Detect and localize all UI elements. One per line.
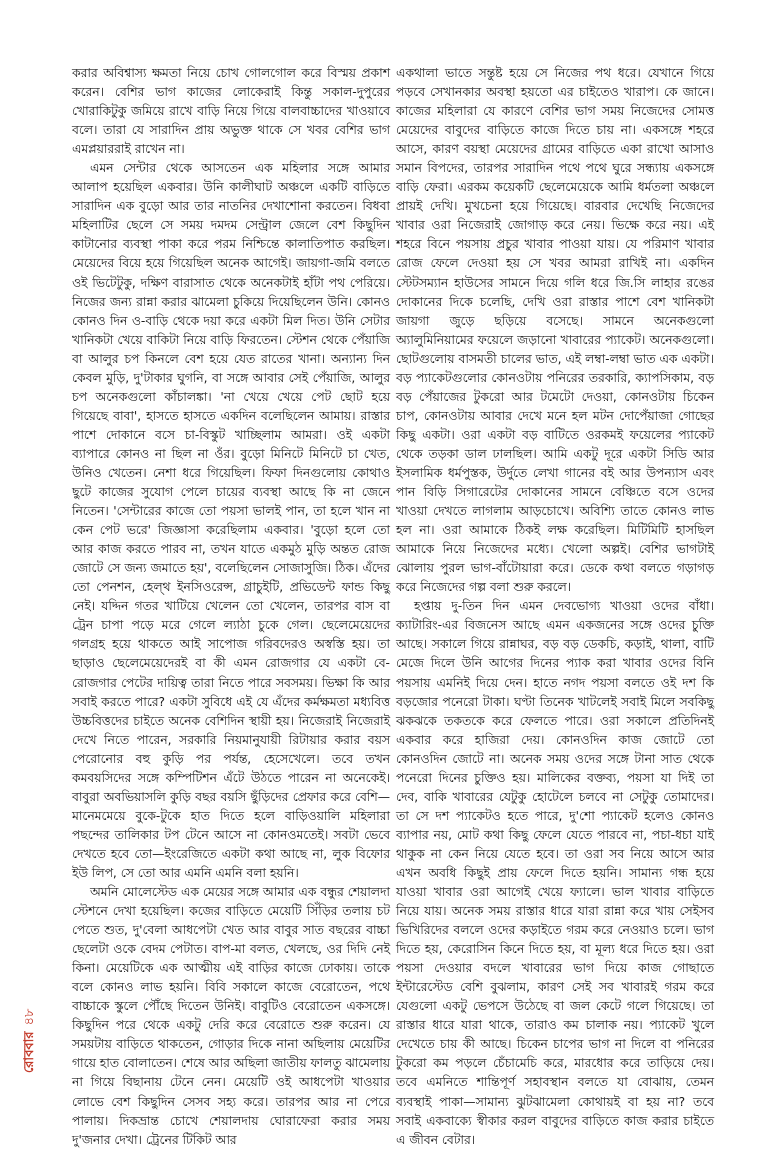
page-number: ৪৮ bbox=[22, 1008, 37, 1026]
sidebar-label bbox=[20, 1009, 41, 1073]
left-column bbox=[72, 64, 390, 1147]
right-paragraph-2: হপ্তায় দু-তিন দিন এমন দেবভোগ্য খাওয়া ওদের বাঁধা। ক্যাটারিং-এর বিজনেস আছে এমন একজনের সঙ্গে ওদের চুক্তি আছে। সকালে গিয়ে রান্নাঘর, বড় বড় ডেকচি, কড়াই, থালা, বাটি মেজে দিলে উনি আগের দিনের প্যাক করা খাবার ওদের বিনি পয়সায় এমনিই দিয়ে দেন। হাতে নগদ পয়সা বলতে ওই দশ কি বড়জোর পনেরো টাকা। ঘণ্টা তিনেক খাটলেই সবাই মিলে সবকিছু ঝকঝকে তকতকে করে ফেলতে পারে। ওরা সকালে প্রতিদিনই একবার করে হাজিরা দেয়। কোনওদিন কাজ জোটে তো কোনওদিন জোটে না। অনেক সময় ওদের সঙ্গে টানা সাত থেকে পনেরো দিনের চুক্তিও হয়। মালিকের বক্তব্য, পয়সা যা দিই তা দেব, বাকি খাবারের যেটুকু হোটেলে চলবে না সেটুকু তোমাদের। তা সে দশ প্যাকেটও হতে পারে, দু'শো প্যাকেট হলেও কোনও ব্যাপার নয়, মোট কথা কিছু ফেলে যেতে পারবে না, পচা-ধচা যাই থাকুক না কেন নিয়ে যেতে হবে। তা ওরা সব নিয়ে আসে আর এখন অবধি কিছুই প্রায় ফেলে দিতে হয়নি। সামান্য গন্ধ হয়ে যাওয়া খাবার ওরা আগেই খেয়ে ফ্যালে। ভাল খাবার বাড়িতে নিয়ে যায়। অনেক সময় রাস্তার ধারে যারা রান্না করে খায় সেইসব ভিখিরিদের বললে ওদের কড়াইতে গরম করে নেওয়াও চলে। ভাগ দিতে হয়, কেরোসিন কিনে দিতে হয়, বা মূল্য ধরে দিতে হয়। ওরা পয়সা দেওয়ার বদলে খাবারের ভাগ দিয়ে কাজ গোছাতে ইন্টারেস্টেড বেশি বুঝলাম, কারণ সেই সব খাবারই গরম করে যেগুলো একটু ভেপসে উঠেছে বা জল কেটে গলে গিয়েছে। তা রাস্তার ধারে যারা থাকে, তারাও কম চালাক নয়। প্যাকেট খুলে দেখেতে চায় কী আছে। চিকেন চাপের ভাগ না দিলে বা পনিরের টুকরো কম পড়লে চেঁচামেচি করে, মারধোর করে তাড়িয়ে দেয়। তবে এমনিতে শান্তিপূর্ণ সহাবস্থান বলতে যা বোঝায়, তেমন ব্যবস্থাই পাকা—সামান্য ঝুটঝামেলা কোথায়ই বা হয় না? তবে সবাই একবাক্যে স্বীকার করল বাবুদের বাড়িতে কাজ করার চাইতে এ জীবন বেটার। bbox=[396, 599, 715, 1147]
magazine-name: রোববার bbox=[22, 1031, 37, 1073]
right-column bbox=[396, 64, 715, 1147]
page-footer-sidebar bbox=[18, 955, 40, 1075]
right-paragraph-1: একথালা ভাতে সন্তুষ্ট হয়ে সে নিজের পথ ধরে। যেখানে গিয়ে পড়বে সেখানকার অবস্থা হয়তো এর চাইতেও খারাপ। কে জানে। কাজের মহিলারা যে কারণে বেশির ভাগ সময় নিজেদের সোমত্ত মেয়েদের বাবুদের বাড়িতে কাজে দিতে চায় না। একসঙ্গে শহরে আসে, কারণ বয়স্থা মেয়েদের গ্রামের বাড়িতে একা রাখো আসাও সমান বিপদের, তারপর সারাদিন পথে পথে ঘুরে সন্ধ্যায় একসঙ্গে বাড়ি ফেরা। এরকম কয়েকটি ছেলেমেয়েকে আমি ধর্মতলা অঞ্চলে প্রায়ই দেখি। মুখচেনা হয়ে গিয়েছে। বারবার দেখেছি নিজেদের খাবার ওরা নিজেরাই জোগাড় করে নেয়। ভিক্ষে করে নয়। এই শহরে বিনে পয়সায় প্রচুর খাবার পাওয়া যায়। যে পরিমাণ খাবার রোজ ফেলে দেওয়া হয় সে খবর আমরা রাখিই না। একদিন স্টেটসম্যান হাউসের সামনে দিয়ে গলি ধরে জি.সি লাহার রঙের দোকানের দিকে চলেছি, দেখি ওরা রাস্তার পাশে বেশ খানিকটা জায়গা জুড়ে ছড়িয়ে বসেছে। সামনে অনেকগুলো অ্যালুমিনিয়ামের ফয়েলে জড়ানো খাবারের প্যাকেট। অনেকগুলো। ছোটগুলোয় বাসমতী চালের ভাত, এই লম্বা-লম্বা ভাত এক একটা। বড় প্যাকেটগুলোর কোনওটায় পনিরের তরকারি, ক্যাপসিকাম, বড় বড় পেঁয়াজের টুকরো আর টমেটো দেওয়া, কোনওটায় চিকেন চাপ, কোনওটায় আবার দেখে মনে হল মটন দোপেঁয়াজা গোছের কিছু একটা। ওরা একটা বড় বাটিতে ওরকমই ফয়েলের প্যাকেট থেকে তড়কা ডাল ঢালছিল। আমি একটু দূরে একটা সিডি আর ইসলামিক ধর্মপুস্তক, উর্দুতে লেখা গানের বই আর উপন্যাস এবং পান বিড়ি সিগারেটের দোকানের সামনে বেঞ্চিতে বসে ওদের খাওয়া দেখতে লাগলাম আড়চোখে। অবিশ্যি তাতে কোনও লাভ হল না। ওরা আমাকে ঠিকই লক্ষ করেছিল। মিটিমিটি হাসছিল আমাকে নিয়ে নিজেদের মধ্যে। খেলো অল্পই। বেশির ভাগটাই ঝোলায় পুরল ভাগ-বাঁটোয়ারা করে। ডেকে কথা বলতে গড়াগড় করে নিজেদের গল্প বলা শুরু করলে। bbox=[396, 66, 714, 595]
left-paragraph-3: অমনি মোলেস্টেড এক মেয়ের সঙ্গে আমার এক বন্ধুর শেয়ালদা স্টেশনে দেখা হয়েছিল। কজের বাড়িতে মেয়েটি সিঁড়ির তলায় চট পেতে শুত, দু'বেলা আধপেটা খেত আর বাবুর সাত বছরের বাচ্চা ছেলেটা ওকে বেদম পেটাত। বাপ-মা বলত, খেলছে, ওর দিদি নেই কিনা। মেয়েটিকে এক আত্মীয় এই বাড়ির কাজে ঢোকায়। তাকে বলে কোনও লাভ হয়নি। বিবি সকালে কাজে বেরোতেন, পথে বাচ্চাকে স্কুলে পৌঁছে দিতেন উনিই। বাবুটিও বেরোতেন একসঙ্গে। কিছুদিন পরে থেকে একটু দেরি করে বেরোতে শুরু করেন। যে সময়টায় বাড়িতে থাকতেন, গোড়ার দিকে নানা অছিলায় মেয়েটির গায়ে হাত বোলাতেন। শেষে আর অছিলা জাতীয় ফালতু ঝামেলায় না গিয়ে বিছানায় টেনে নেন। মেয়েটি ওই আধপেটা খাওয়ার লোভে বেশ কিছুদিন সেসব সহ্য করে। তারপর আর না পেরে পালায়। দিকভ্রান্ত চোখে শেয়ালদায় ঘোরাফেরা করার সময় দু'জনার দেখা। ট্রেনের টিকিট আর bbox=[72, 885, 390, 1147]
left-paragraph-2: এমন সেন্টার থেকে আসতেন এক মহিলার সঙ্গে আমার আলাপ হয়েছিল একবার। উনি কালীঘাট অঞ্চলে একটি বাড়িতে সারাদিন এক বুড়ো আর তার নাতনির দেখাশোনা করতেন। বিধবা মহিলাটির ছেলে সে সময় দমদম সেন্ট্রাল জেলে বেশ কিছুদিন কাটানোর ব্যবস্থা পাকা করে পরম নিশ্চিন্তে কালাতিপাত করছিল। মেয়েদের বিয়ে হয়ে গিয়েছিল অনেক আগেই। জায়গা-জমি বলতে ওই ভিটেটুকু, দক্ষিণ বারাসাত থেকে অনেকটাই হাঁটা পথ পেরিয়ে। নিজের জন্য রান্না করার ঝামেলা চুকিয়ে দিয়েছিলেন উনি। কোনও কোনও দিন ও-বাড়ি থেকে দয়া করে একটা মিল দিত। উনি সেটার খানিকটা খেয়ে বাকিটা নিয়ে বাড়ি ফিরতেন। স্টেশন থেকে পেঁয়াজি বা আলুর চপ কিনলে বেশ হয়ে যেত রাতের খানা। অন্যান্য দিন কেবল মুড়ি, দু'টাকার ঘুগনি, বা সঙ্গে আবার সেই পেঁয়াজি, আলুর চপ অনেকগুলো কাঁচালঙ্কা। 'না খেয়ে খেয়ে পেট ছোট হয়ে গিয়েছে বাবা', হাসতে হাসতে একদিন বলেছিলেন আমায়। রাস্তার পাশে দোকানে বসে চা-বিস্কুট খাচ্ছিলাম আমরা। ওই একটা ব্যাপারে কোনও না ছিল না ওঁর। বুড়ো মিনিটে মিনিটে চা খেত, উনিও খেতেন। নেশা ধরে গিয়েছিল। ফিফা দিনগুলোয় কোথাও ছুটে কাজের সুযোগ পেলে চায়ের ব্যবস্থা আছে কি না জেনে নিতেন। 'সেন্টারের কাজে তো পয়সা ভালই পান, তা হলে খান না কেন পেট ভরে' জিজ্ঞাসা করেছিলাম একবার। 'বুড়ো হলে তো আর কাজ করতে পারব না, তখন যাতে একমুঠ মুড়ি অন্তত রোজ জোটে সে জন্য জমাতে হয়', বলেছিলেন সোজাসুজি। ঠিক। এঁদের তো পেনশন, হেল্থ ইনসিওরেন্স, গ্রাচুইটি, প্রভিডেন্ট ফান্ড কিছু নেই। যদ্দিন গতর খাটিয়ে খেলেন তো খেলেন, তারপর বাস বা ট্রেন চাপা পড়ে মরে গেলে ল্যাঠা চুকে গেল। ছেলেমেয়েদের গলগ্রহ হয়ে থাকতে আই সাপোজ গরিবদেরও অস্বস্তি হয়। তা ছাড়াও ছেলেমেয়েদেরই বা কী এমন রোজগার যে একটা বে-রোজগার পেটের দায়িত্ব তারা নিতে পারে সবসময়। ভিক্ষা কি আর সবাই করতে পারে? একটা সুবিধে এই যে এঁদের কর্মক্ষমতা মধ্যবিত্ত উচ্চবিত্তদের চাইতে অনেক বেশিদিন স্থায়ী হয়। নিজেরাই নিজেরাই দেখে নিতে পারেন, সরকারি নিয়মানুযায়ী রিটায়ার করার বয়স পেরোনোর বহু কুড়ি পর পর্যন্ত, হেসেখেলে। তবে তখন কমবয়সিদের সঙ্গে কম্পিটিশন এঁটে উঠতে পারেন না অনেকেই। বাবুরা অবভিয়াসলি কুড়ি বছর বয়সি ছুঁড়িদের প্রেফার করে বেশি—মানেমমেয়ে বুকে-টুকে হাত দিতে হলে বাড়িওয়ালি মহিলারা পছন্দের তালিকার টপ টেনে আসে না কোনওমতেই। সবটা ভেবে দেখতে হবে তো—ইংরেজিতে একটা কথা আছে না, লুক বিফোর ইউ লিপ, সে তো আর এমনি এমনি বলা হয়নি। bbox=[72, 161, 390, 880]
left-paragraph-1: করার অবিশ্বাস্য ক্ষমতা নিয়ে চোখ গোলগোল করে বিস্ময় প্রকাশ করেন। বেশির ভাগ কাজের লোকেরাই কিন্তু সকাল-দুপুরের খোরাকিটুকু জমিয়ে রাখে বাড়ি নিয়ে গিয়ে বালবাচ্চাদের খাওয়াবে বলে। তারা যে সারাদিন প্রায় অভুক্ত থাকে সে খবর বেশির ভাগ এমপ্লয়াররাই রাখেন না। bbox=[72, 66, 390, 157]
